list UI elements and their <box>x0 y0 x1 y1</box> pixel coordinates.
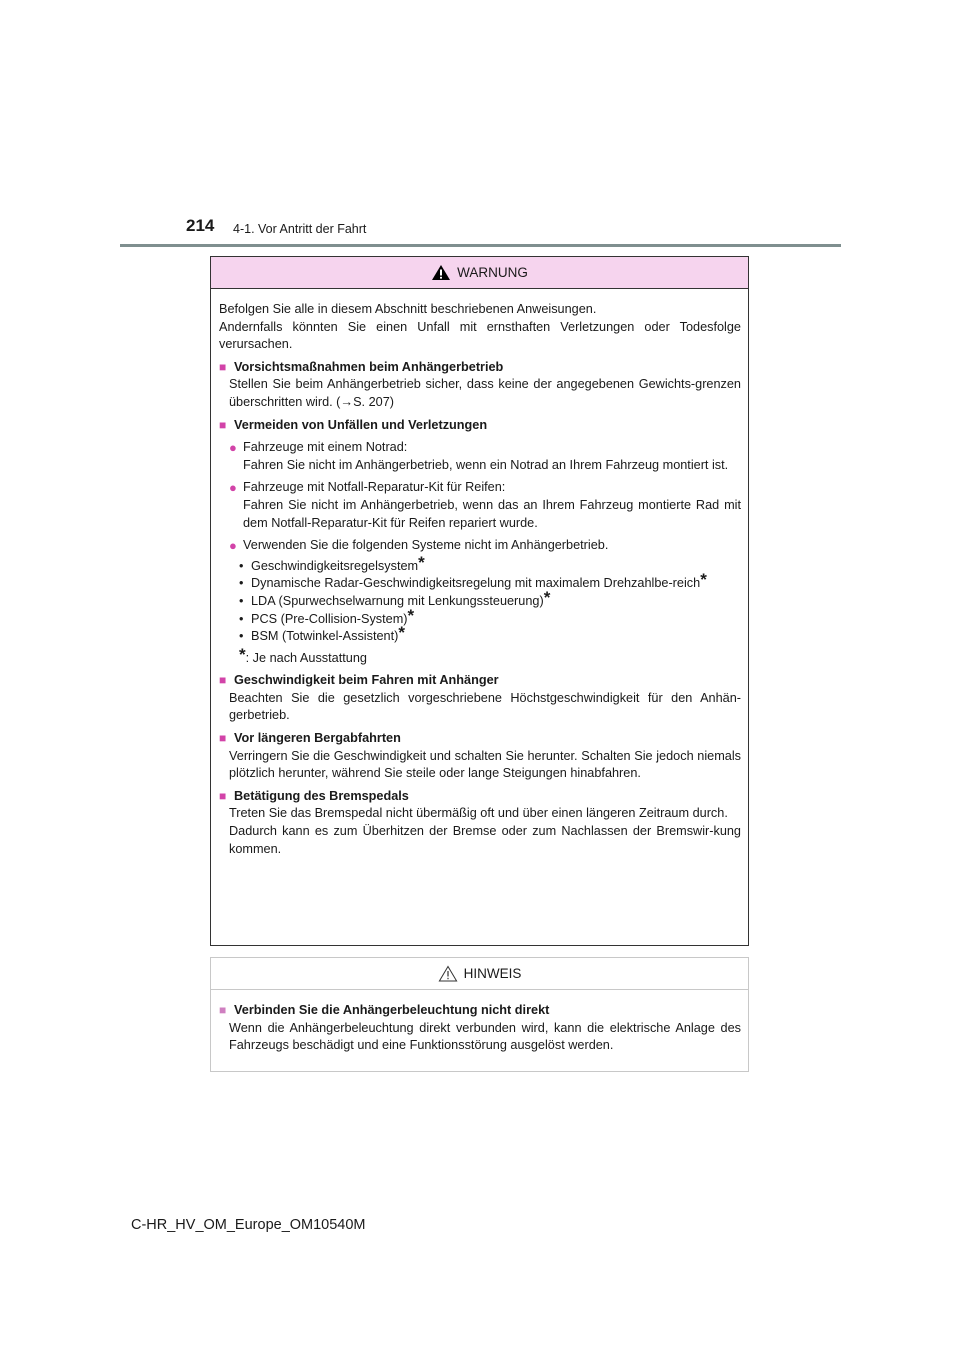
square-bullet-icon: ■ <box>219 673 227 688</box>
note-text: Wenn die Anhängerbeleuchtung direkt verbunden wird, kann die elektrische Anlage des Fahrzeugs beschädigt und eine Funktionsstörung ausgelöst werden. <box>229 1020 741 1053</box>
section-heading-accidents: ■ Vermeiden von Unfällen und Verletzungen <box>219 417 741 435</box>
note-body <box>211 990 748 1055</box>
section-heading-trailer: ■ Vorsichtsmaßnahmen beim Anhängerbetrieb <box>219 359 741 377</box>
note-header <box>211 958 748 990</box>
square-bullet-icon: ■ <box>219 417 227 432</box>
square-bullet-icon: ■ <box>219 359 227 374</box>
section-text-brake-2: Dadurch kann es zum Überhitzen der Bremse oder zum Nachlassen der Bremswir-kung kommen. <box>229 824 741 856</box>
section-text-brake: Treten Sie das Bremspedal nicht übermäßig oft und über einen längeren Zeitraum durch. <box>229 806 728 821</box>
warning-intro-line: Befolgen Sie alle in diesem Abschnitt beschriebenen Anweisungen. <box>219 302 597 316</box>
section-text-speed: Beachten Sie die gesetzlich vorgeschriebene Höchstgeschwindigkeit für den Anhän-gerbetrieb. <box>229 690 741 723</box>
system-item: • Dynamische Radar-Geschwindigkeitsregelung mit maximalem Drehzahlbe-reich* <box>239 570 707 591</box>
list-item-repair-kit: ● Fahrzeuge mit Notfall-Reparatur-Kit für Reifen: Fahren Sie nicht im Anhängerbetrieb, wenn das an Ihrem Fahrzeug montierte Rad mit dem Notfall-Reparatur-Kit für Reifen repariert wurde. <box>229 480 741 530</box>
system-item: • Geschwindigkeitsregelsystem* <box>239 552 425 573</box>
section-heading-downhill: ■ Vor längeren Bergabfahrten <box>219 730 741 748</box>
list-item-spare-wheel: ● Fahrzeuge mit einem Notrad: Fahren Sie nicht im Anhängerbetrieb, wenn ein Notrad an Ihrem Fahrzeug montiert ist. <box>229 440 729 472</box>
warning-intro-text: Andernfalls könnten Sie einen Unfall mit ernsthaften Verletzungen oder Todesfolge verursachen. <box>219 319 741 352</box>
footnote-star: * <box>700 570 707 590</box>
warning-title: WARNUNG <box>457 265 528 280</box>
square-bullet-icon: ■ <box>219 731 227 746</box>
section-title: 4-1. Vor Antritt der Fahrt <box>233 222 367 236</box>
list-item-systems: ● Verwenden Sie die folgenden Systeme nicht im Anhängerbetrieb. <box>229 538 609 554</box>
footnote-star: * <box>398 623 405 643</box>
section-text-trailer: Stellen Sie beim Anhängerbetrieb sicher, dass keine der angegebenen Gewichts-grenzen überschritten wird. (→S. 207) <box>229 377 741 409</box>
caution-outline-triangle-icon <box>438 965 458 982</box>
header-rule <box>120 244 841 247</box>
warning-box <box>210 256 749 946</box>
system-item: • BSM (Totwinkel-Assistent)* <box>239 623 405 644</box>
warning-header <box>211 257 748 289</box>
circle-bullet-icon: ● <box>229 440 237 456</box>
system-item: • LDA (Spurwechselwarnung mit Lenkungssteuerung)* <box>239 587 551 608</box>
footnote: *: Je nach Ausstattung <box>239 644 367 665</box>
circle-bullet-icon: ● <box>229 538 237 554</box>
warning-triangle-icon <box>431 264 451 281</box>
section-heading-speed: ■ Geschwindigkeit beim Fahren mit Anhänger <box>219 672 741 690</box>
note-box <box>210 957 749 1072</box>
note-heading: ■ Verbinden Sie die Anhängerbeleuchtung nicht direkt <box>219 1002 741 1020</box>
section-heading-brake: ■ Betätigung des Bremspedals <box>219 788 741 806</box>
footnote-star: * <box>407 605 415 625</box>
square-bullet-icon: ■ <box>219 788 227 803</box>
square-bullet-icon: ■ <box>219 1003 227 1017</box>
footer-doc-id: C-HR_HV_OM_Europe_OM10540M <box>131 1217 366 1233</box>
note-title: HINWEIS <box>463 966 522 981</box>
warning-body <box>211 289 748 858</box>
footnote-star: * <box>418 552 425 572</box>
section-text-downhill: Verringern Sie die Geschwindigkeit und schalten Sie herunter. Schalten Sie jedoch niemals plötzlich herunter, während Sie steile oder lange Steigungen hinabfahren. <box>229 748 741 781</box>
footnote-star: * <box>543 587 551 607</box>
page-number: 214 <box>186 216 215 235</box>
circle-bullet-icon: ● <box>229 480 237 496</box>
system-item: • PCS (Pre-Collision-System)* <box>239 605 415 626</box>
